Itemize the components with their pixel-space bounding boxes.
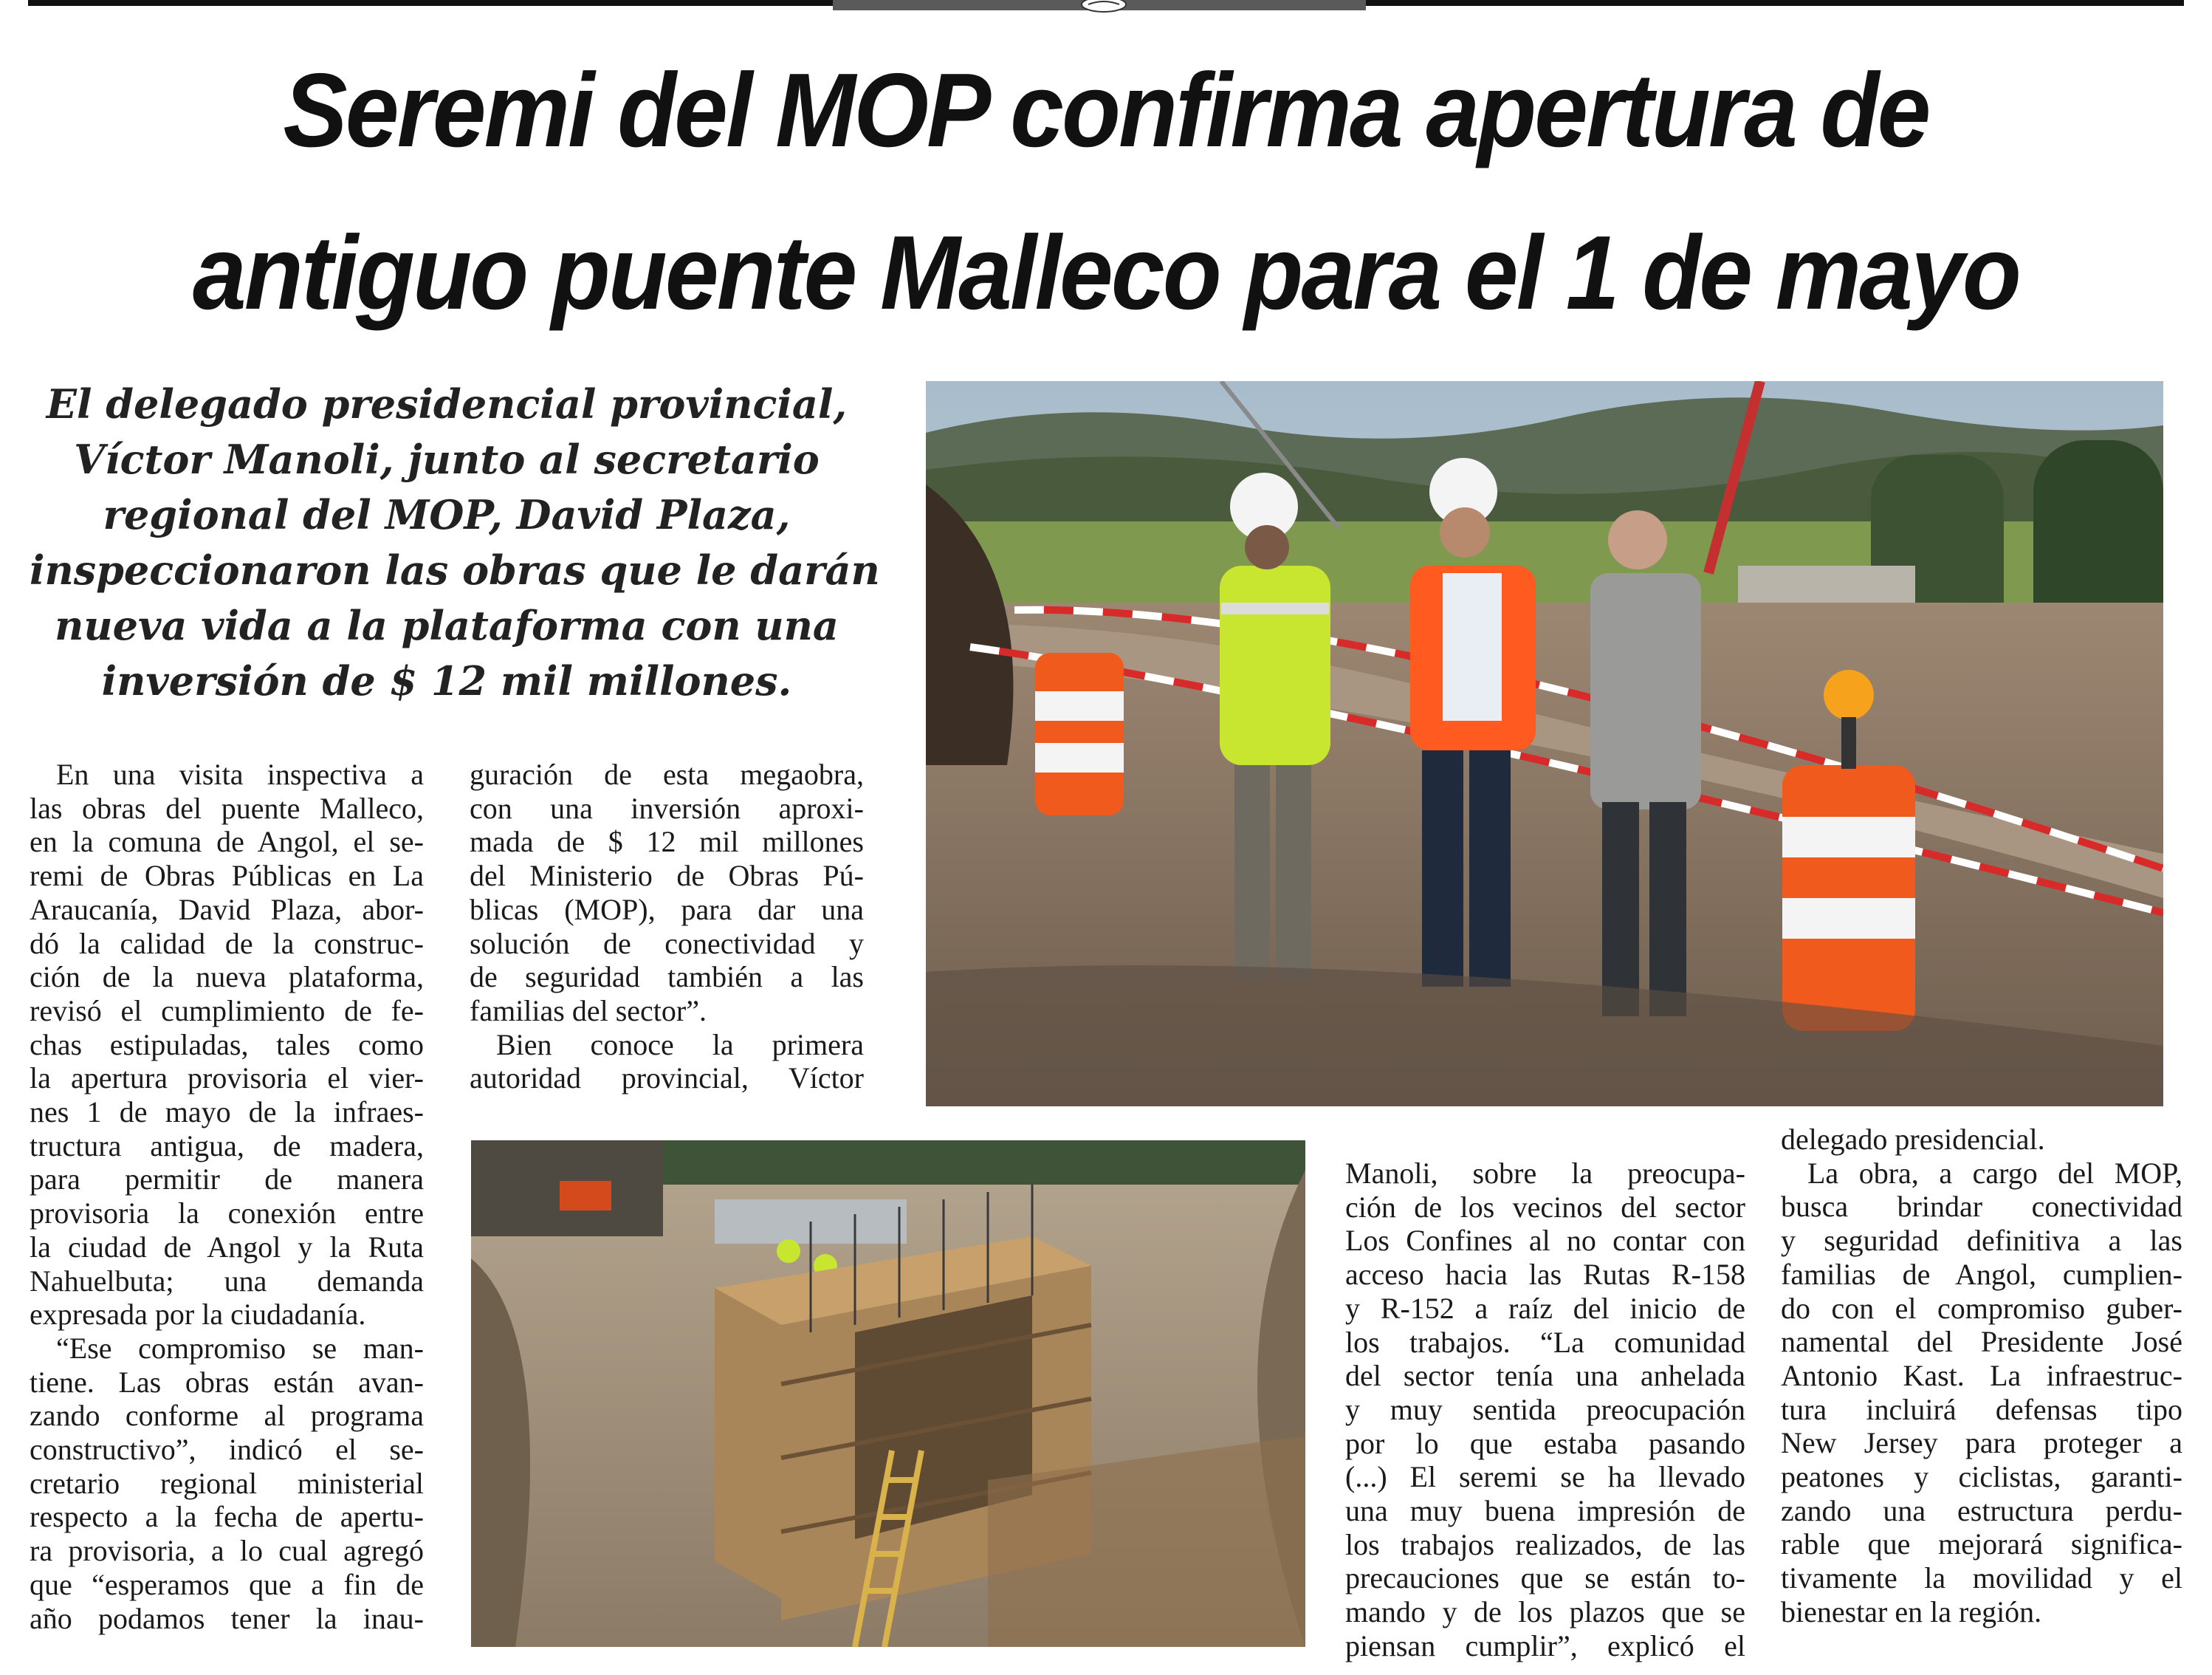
body-line: chas estipuladas, tales como bbox=[30, 1027, 424, 1061]
body-line: tiene. Las obras están avan- bbox=[30, 1365, 424, 1399]
lede bbox=[30, 377, 880, 709]
lede-line: El delegado presidencial provincial, bbox=[46, 380, 848, 428]
body-line: Bien conoce la primera bbox=[496, 1027, 864, 1061]
body-line: busca brindar conectividad bbox=[1781, 1190, 2182, 1224]
headline bbox=[116, 30, 2097, 354]
body-line: cretario regional ministerial bbox=[30, 1466, 424, 1500]
body-line: expresada por la ciudadanía. bbox=[30, 1298, 366, 1332]
body-line: y seguridad definitiva a las bbox=[1781, 1224, 2182, 1258]
lede-line: Víctor Manoli, junto al secretario bbox=[74, 436, 820, 483]
body-line: precauciones que se están to- bbox=[1345, 1561, 1745, 1595]
body-line: zando conforme al programa bbox=[30, 1399, 424, 1433]
body-line: tura incluirá defensas tipo bbox=[1781, 1392, 2182, 1426]
body-line: una muy buena impresión de bbox=[1345, 1494, 1745, 1528]
body-line: provisoria la conexión entre bbox=[30, 1196, 424, 1230]
body-column-2 bbox=[470, 758, 864, 1095]
body-line: remi de Obras Públicas en La bbox=[30, 859, 424, 893]
body-line: los trabajos. “La comunidad bbox=[1345, 1325, 1745, 1359]
photo-construction-formwork bbox=[471, 1140, 1305, 1647]
body-line: mando y de los plazos que se bbox=[1345, 1595, 1745, 1629]
body-line: rable que mejorará significa- bbox=[1781, 1527, 2182, 1561]
body-line: namental del Presidente José bbox=[1781, 1325, 2182, 1359]
body-line: mada de $ 12 mil millones bbox=[470, 825, 864, 859]
body-line: las obras del puente Malleco, bbox=[30, 791, 424, 825]
body-line: en la comuna de Angol, el se- bbox=[30, 825, 424, 859]
body-line: familias de Angol, cumplien- bbox=[1781, 1257, 2182, 1291]
body-line: guración de esta megaobra, bbox=[470, 758, 864, 791]
body-line: do con el compromiso guber- bbox=[1781, 1291, 2182, 1325]
body-line: y R-152 a raíz del inicio de bbox=[1345, 1291, 1745, 1325]
body-line: “Ese compromiso se man- bbox=[56, 1331, 424, 1365]
body-column-1 bbox=[30, 758, 424, 1635]
body-line: (...) El seremi se ha llevado bbox=[1345, 1460, 1745, 1494]
body-line: ción de los vecinos del sector bbox=[1345, 1190, 1745, 1224]
lede-line: regional del MOP, David Plaza, bbox=[103, 491, 791, 538]
lede-line: inversión de $ 12 mil millones. bbox=[101, 657, 792, 705]
photo-officials-inspection bbox=[926, 381, 2163, 1106]
body-line: La obra, a cargo del MOP, bbox=[1807, 1156, 2182, 1190]
body-column-3 bbox=[1345, 1157, 1745, 1663]
body-line: por lo que estaba pasando bbox=[1345, 1426, 1745, 1460]
body-line: la apertura provisoria el vier- bbox=[30, 1061, 424, 1095]
top-rule-left bbox=[28, 0, 833, 6]
body-line: para permitir de manera bbox=[30, 1162, 424, 1196]
body-line: del sector tenía una anhelada bbox=[1345, 1359, 1745, 1393]
body-line: Nahuelbuta; una demanda bbox=[30, 1264, 424, 1298]
body-line: ción de la nueva plataforma, bbox=[30, 960, 424, 994]
headline-line-1: Seremi del MOP confirma apertura de bbox=[283, 52, 1929, 169]
body-line: del Ministerio de Obras Pú- bbox=[470, 859, 864, 893]
body-line: tructura antigua, de madera, bbox=[30, 1128, 424, 1162]
body-line: familias del sector”. bbox=[470, 993, 707, 1027]
body-line: Antonio Kast. La infraestruc- bbox=[1781, 1358, 2182, 1392]
body-line: ra provisoria, a lo cual agregó bbox=[30, 1534, 424, 1568]
body-line: respecto a la fecha de apertu- bbox=[30, 1500, 424, 1534]
body-line: peatones y ciclistas, garanti- bbox=[1781, 1460, 2182, 1494]
body-line: En una visita inspectiva a bbox=[56, 758, 424, 791]
ornament-icon bbox=[1079, 0, 1128, 15]
body-line: nes 1 de mayo de la infraes- bbox=[30, 1095, 424, 1129]
body-line: New Jersey para proteger a bbox=[1781, 1426, 2182, 1460]
body-line: piensan cumplir”, explicó el bbox=[1345, 1628, 1745, 1662]
headline-line-2: antiguo puente Malleco para el 1 de mayo bbox=[192, 214, 2020, 332]
body-line: tivamente la movilidad y el bbox=[1781, 1561, 2182, 1595]
body-line: los trabajos realizados, de las bbox=[1345, 1527, 1745, 1561]
body-column-4 bbox=[1781, 1123, 2182, 1629]
body-line: solución de conectividad y bbox=[470, 926, 864, 960]
body-line: zando una estructura perdu- bbox=[1781, 1493, 2182, 1527]
body-line: con una inversión aproxi- bbox=[470, 791, 864, 825]
body-line: blicas (MOP), para dar una bbox=[470, 892, 864, 926]
body-line: acceso hacia las Rutas R-158 bbox=[1345, 1258, 1745, 1292]
top-rule-right bbox=[1366, 0, 2184, 6]
body-line: Manoli, sobre la preocupa- bbox=[1345, 1157, 1745, 1190]
body-line: autoridad provincial, Víctor bbox=[470, 1061, 864, 1095]
traffic-barrel-left bbox=[1035, 653, 1124, 815]
body-line: Los Confines al no contar con bbox=[1345, 1224, 1745, 1258]
body-line: bienestar en la región. bbox=[1781, 1594, 2042, 1628]
body-line: constructivo”, indicó el se- bbox=[30, 1433, 424, 1467]
body-line: la ciudad de Angol y la Ruta bbox=[30, 1230, 424, 1264]
lede-line: nueva vida a la plataforma con una bbox=[55, 602, 839, 649]
body-line: revisó el cumplimiento de fe- bbox=[30, 993, 424, 1027]
body-line: año podamos tener la inau- bbox=[30, 1601, 424, 1635]
body-line: Araucanía, David Plaza, abor- bbox=[30, 892, 424, 926]
body-line: y muy sentida preocupación bbox=[1345, 1392, 1745, 1426]
body-line: delegado presidencial. bbox=[1781, 1123, 2045, 1156]
body-line: dó la calidad de la construc- bbox=[30, 926, 424, 960]
lede-line: inspeccionaron las obras que le darán bbox=[30, 547, 880, 594]
body-line: que “esperamos que a fin de bbox=[30, 1567, 424, 1601]
body-line: de seguridad también a las bbox=[470, 960, 864, 994]
